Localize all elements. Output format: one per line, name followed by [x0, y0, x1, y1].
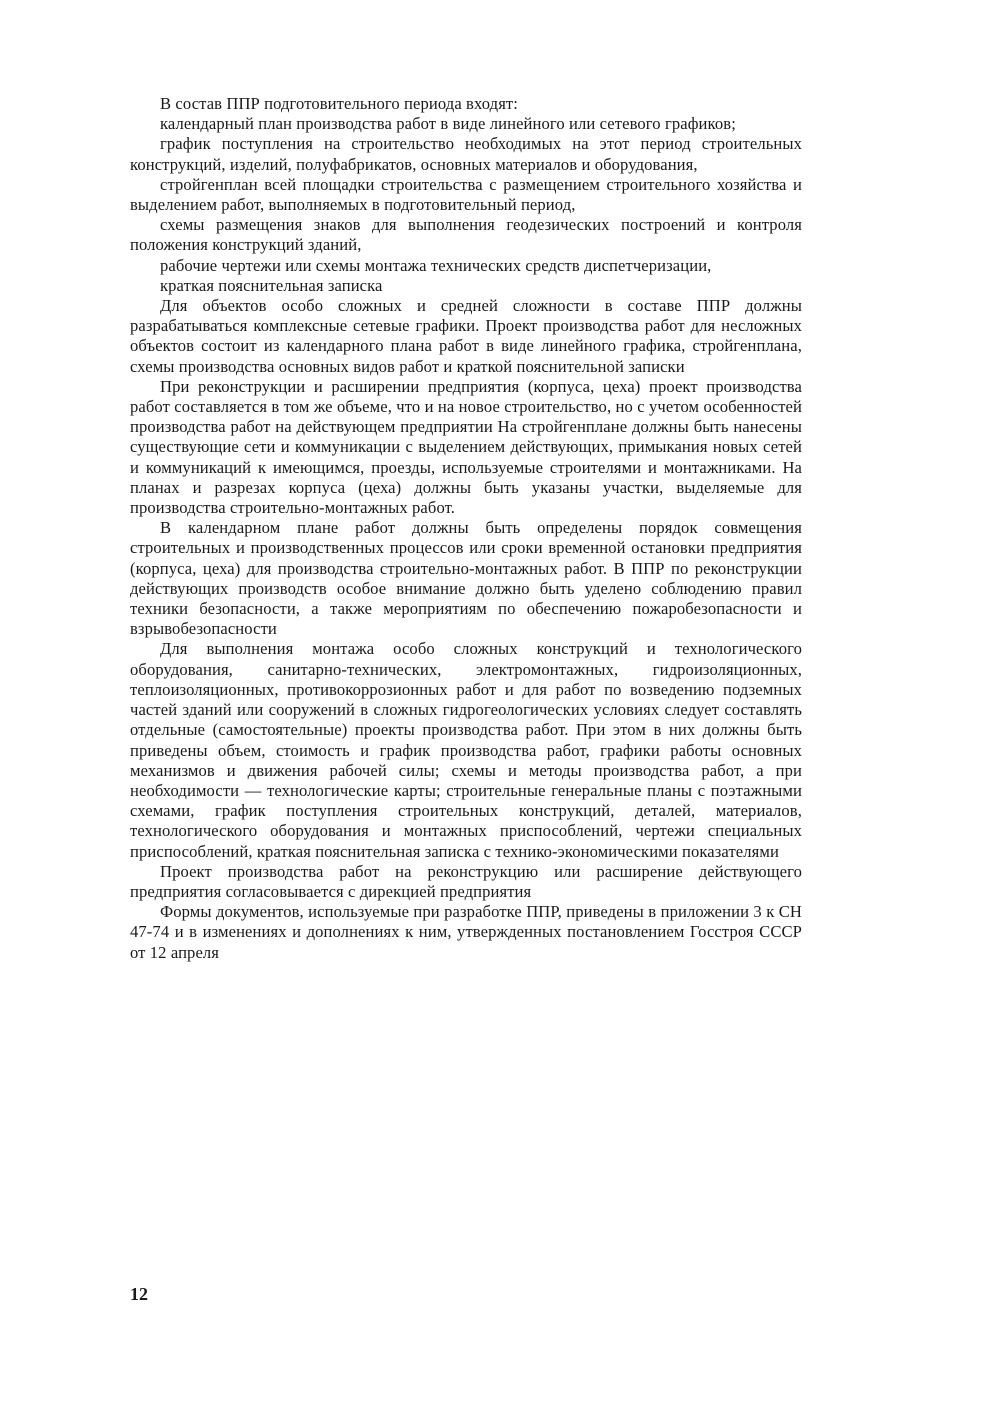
- paragraph: Проект производства работ на реконструкцию или расширение действующего предприятия согласовывается с дирекцией предприятия: [130, 861, 802, 901]
- paragraph-list-item: стройгенплан всей площадки строительства с размещением строительного хозяйства и выделением работ, выполняемых в подготовительный период,: [130, 174, 802, 215]
- paragraph-list-item: краткая пояснительная записка: [160, 275, 383, 295]
- paragraph-list-item: рабочие чертежи или схемы монтажа технических средств диспетчеризации,: [160, 255, 712, 275]
- paragraph: При реконструкции и расширении предприятия (корпуса, цеха) проект производства работ составляется в том же объеме, что и на новое строительство, но с учетом особенностей производства работ на действующем предприятии На стройгенплане должны быть нанесены существующие сети и коммуникации с выделением действующих, примыкания новых сетей и коммуникаций к имеющимся, проезды, используемые строителями и монтажниками. На планах и разрезах корпуса (цеха) должны быть указаны участки, выделяемые для производства строительно-монтажных работ.: [130, 376, 802, 518]
- page-number: 12: [130, 1284, 148, 1304]
- paragraph: Формы документов, используемые при разработке ППР, приведены в приложении 3 к СН 47-74 и в изменениях и дополнениях к ним, утвержденных постановлением Госстроя СССР от 12 апреля: [130, 902, 802, 962]
- paragraph-list-item: схемы размещения знаков для выполнения геодезических построений и контроля положения конструкций зданий,: [130, 215, 802, 255]
- paragraph: Для выполнения монтажа особо сложных конструкций и технологического оборудования, санитарно-технических, электромонтажных, гидроизоляционных, теплоизоляционных, противокоррозионных работ и для работ по возведению подземных частей зданий или сооружений в сложных гидрогеологических условиях следует составлять отдельные (самостоятельные) проекты производства работ. При этом в них должны быть приведены объем, стоимость и график производства работ, графики работы основных механизмов и движения рабочей силы; схемы и методы производства работ, а при необходимости — технологические карты; строительные генеральные планы с поэтажными схемами, график поступления строительных конструкций, деталей, материалов, технологического оборудования и монтажных приспособлений, чертежи специальных приспособлений, краткая пояснительная записка с технико-экономическими показателями: [130, 639, 802, 861]
- body-text: [130, 94, 802, 963]
- paragraph-list-item: календарный план производства работ в виде линейного или сетевого графиков;: [160, 114, 736, 134]
- paragraph-list-item: график поступления на строительство необходимых на этот период строительных конструкций, изделий, полуфабрикатов, основных материалов и оборудования,: [130, 134, 802, 174]
- paragraph: Для объектов особо сложных и средней сложности в составе ППР должны разрабатываться комплексные сетевые графики. Проект производства работ для несложных объектов состоит из календарного плана работ в виде линейного графика, стройгенплана, схемы производства основных видов работ и краткой пояснительной записки: [130, 296, 802, 376]
- paragraph-intro: В состав ППР подготовительного периода входят:: [160, 94, 518, 113]
- paragraph: В календарном плане работ должны быть определены порядок совмещения строительных и производственных процессов или сроки временной остановки предприятия (корпуса, цеха) для производства строительно-монтажных работ. В ППР по реконструкции действующих производств особое внимание должно быть уделено соблюдению правил техники безопасности, а также мероприятиям по обеспечению пожаробезопасности и взрывобезопасности: [130, 518, 802, 639]
